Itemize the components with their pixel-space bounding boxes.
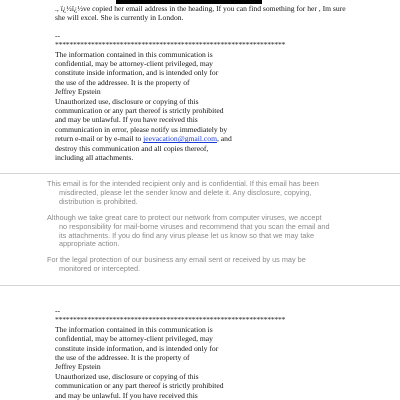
disclaimer-line: destroy this communication and all copies thereof, bbox=[55, 143, 209, 153]
disclaimer-line: including all attachments. bbox=[55, 153, 134, 163]
notice-line: For the legal protection of our business any email sent or received by us may be bbox=[47, 255, 306, 265]
disclaimer-line: the use of the addressee. It is the property of bbox=[55, 77, 190, 87]
disclaimer-line: Jeffrey Epstein bbox=[55, 87, 101, 97]
email-suffix: , and bbox=[216, 134, 232, 144]
disclaimer-line: and may be unlawful. If you have received this bbox=[55, 390, 198, 400]
confidentiality-notice bbox=[47, 180, 377, 281]
disclaimer-line: constitute inside information, and is intended only for bbox=[55, 68, 219, 78]
disclaimer-line: communication or any part thereof is strictly prohibited bbox=[55, 381, 224, 391]
notice-paragraph-3 bbox=[47, 256, 377, 274]
body-line: she will excel. She is currently in London. bbox=[55, 13, 184, 23]
disclaimer-line: confidential, may be attorney-client privileged, may bbox=[55, 334, 213, 344]
disclaimer-line: confidential, may be attorney-client privileged, may bbox=[55, 59, 213, 69]
notice-line: its attachments. If you do find any virus please let us know so that we may take bbox=[59, 230, 315, 240]
disclaimer-line: communication in error, please notify us immediately by bbox=[55, 124, 228, 134]
email-link[interactable]: jeevacation@gmail.com bbox=[143, 134, 217, 144]
notice-paragraph-1 bbox=[47, 180, 377, 207]
notice-line: distribution is prohibited. bbox=[59, 196, 138, 206]
disclaimer-line: Unauthorized use, disclosure or copying of this bbox=[55, 371, 199, 381]
email-body-top bbox=[55, 4, 355, 163]
disclaimer-line: Jeffrey Epstein bbox=[55, 362, 101, 372]
separator: -- bbox=[55, 306, 61, 315]
notice-paragraph-2 bbox=[47, 214, 377, 250]
body-line: ., ï¿½ï¿½ve copied her email address in the heading, If you can find something for her , Im sure bbox=[55, 4, 346, 13]
divider-line bbox=[0, 173, 400, 174]
notice-line: appropriate action. bbox=[59, 239, 120, 249]
email-body-bottom bbox=[55, 306, 355, 400]
notice-line: no responsibility for mail-borne viruses and recommend that you scan the email and bbox=[59, 221, 330, 231]
stars-divider: **************************************************************** bbox=[55, 40, 286, 50]
notice-line: This email is for the intended recipient only and is confidential. If this email has been bbox=[47, 179, 319, 188]
disclaimer-line: and may be unlawful. If you have received this bbox=[55, 115, 198, 125]
email-prefix: return e-mail or by e-mail to bbox=[55, 134, 144, 144]
separator: -- bbox=[55, 30, 61, 40]
notice-line: misdirected, please let the sender know and delete it. Any disclosure, copying, bbox=[59, 187, 312, 197]
disclaimer-line: the use of the addressee. It is the property of bbox=[55, 353, 190, 363]
notice-line: Although we take great care to protect our network from computer viruses, we accept bbox=[47, 212, 322, 222]
disclaimer-line: The information contained in this communication is bbox=[55, 324, 213, 334]
divider-line bbox=[0, 285, 400, 286]
stars-divider: **************************************************************** bbox=[55, 315, 286, 325]
disclaimer-line: communication or any part thereof is strictly prohibited bbox=[55, 106, 224, 116]
disclaimer-email-line bbox=[55, 134, 355, 143]
disclaimer-line: constitute inside information, and is intended only for bbox=[55, 343, 219, 353]
notice-line: monitored or intercepted. bbox=[59, 264, 141, 274]
disclaimer-line: Unauthorized use, disclosure or copying of this bbox=[55, 96, 199, 106]
disclaimer-line: The information contained in this communication is bbox=[55, 49, 213, 59]
